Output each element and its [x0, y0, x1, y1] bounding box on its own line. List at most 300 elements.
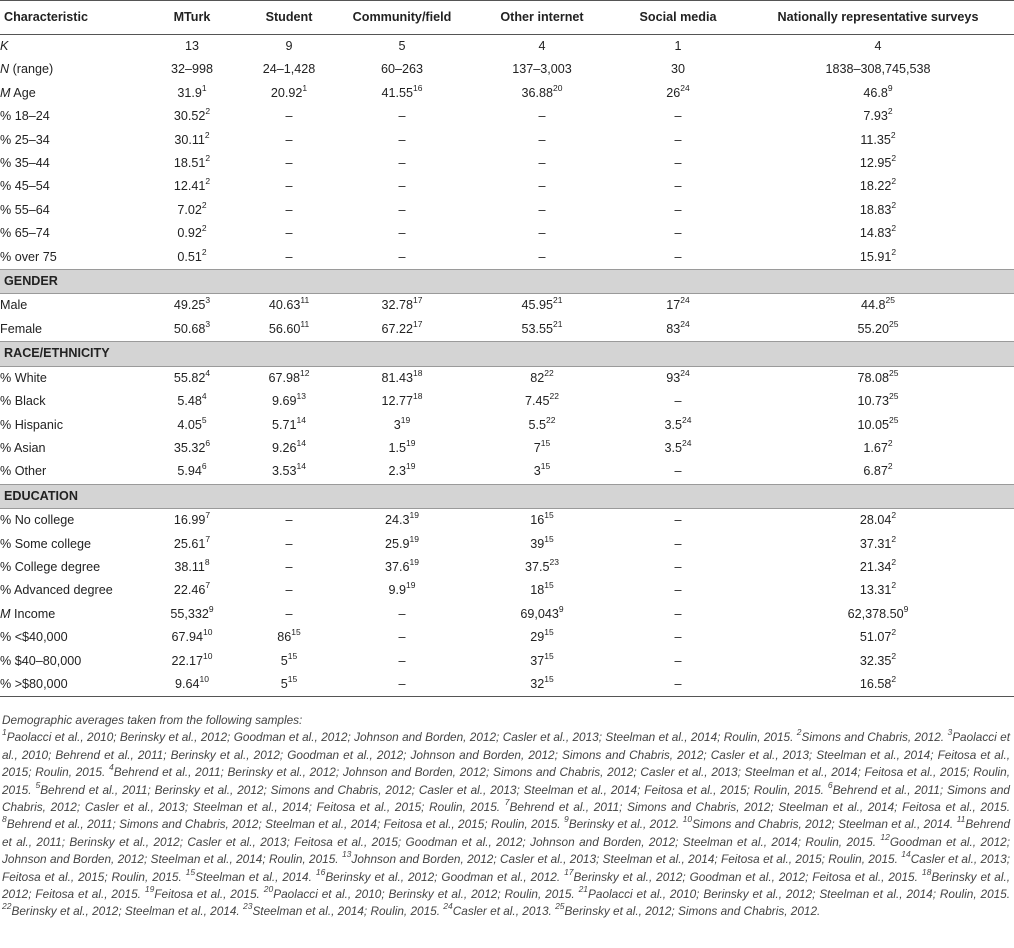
cell-value: 67.94 [171, 630, 204, 645]
table-cell [742, 294, 1014, 318]
cell-value: 36.88 [521, 85, 554, 100]
cell-value: 53.55 [521, 321, 554, 336]
cell-footnote-ref: 15 [544, 580, 554, 591]
cell-footnote-ref: 19 [409, 556, 419, 567]
row-label: % 18–24 [0, 109, 50, 124]
cell-footnote-ref: 2 [201, 223, 207, 234]
cell-value: 3 [533, 464, 541, 479]
footnotes-text [2, 729, 1010, 920]
cell-value: – [674, 559, 682, 574]
cell-value: – [674, 179, 682, 194]
cell-footnote-ref: 15 [544, 650, 554, 661]
table-cell [614, 35, 742, 59]
footnote-text: Berinsky et al., 2012; Feitosa et al., 2015. [2, 869, 1010, 902]
footnote-number: 20 [263, 884, 274, 895]
cell-value: – [285, 202, 293, 217]
table-cell [244, 509, 334, 533]
table-cell [140, 579, 244, 602]
table-cell [334, 603, 470, 626]
table-cell [244, 199, 334, 222]
table-cell [334, 414, 470, 437]
table-cell [614, 390, 742, 413]
cell-value: – [398, 156, 406, 171]
table-cell [470, 626, 614, 649]
table-cell [470, 129, 614, 152]
cell-value: 22.17 [171, 653, 204, 668]
cell-value: – [398, 179, 406, 194]
cell-value: 78.08 [857, 370, 890, 385]
footnote-text: Behrend et al., 2011; Simons and Chabris, 2012; Steelman et al., 2014; Feitosa et al., 2015. [509, 800, 1010, 815]
table-cell [614, 82, 742, 105]
table-cell [614, 460, 742, 484]
cell-value: – [674, 226, 682, 241]
table-cell [334, 437, 470, 460]
cell-value: – [538, 132, 546, 147]
section-header: EDUCATION [0, 484, 1014, 508]
footnote-number: 1 [2, 727, 7, 738]
table-cell [140, 509, 244, 533]
cell-value: 5.71 [272, 417, 297, 432]
cell-value: – [398, 606, 406, 621]
table-row [0, 58, 1014, 81]
cell-footnote-ref: 20 [553, 82, 563, 93]
cell-footnote-ref: 19 [406, 461, 416, 472]
table-cell [334, 579, 470, 602]
cell-value: 24–1,428 [262, 62, 316, 77]
cell-footnote-ref: 24 [680, 367, 690, 378]
footnote-text: Goodman et al., 2012; Johnson and Borden, 2012; Steelman et al., 2014; Roulin, 2015. [2, 834, 1010, 867]
table-cell [140, 603, 244, 626]
cell-value: 41.55 [381, 85, 414, 100]
footnote-number: 7 [504, 797, 510, 808]
cell-value: 6.87 [863, 464, 888, 479]
cell-value: 13 [184, 39, 199, 53]
cell-footnote-ref: 25 [889, 414, 899, 425]
table-cell [742, 650, 1014, 673]
cell-footnote-ref: 5 [201, 414, 207, 425]
table-cell [614, 129, 742, 152]
cell-value: 62,378.50 [847, 606, 904, 621]
row-label: % >$80,000 [0, 673, 140, 697]
footnote-text: Steelman et al., 2014. [195, 869, 312, 884]
table-cell [470, 414, 614, 437]
cell-footnote-ref: 2 [891, 199, 897, 210]
cell-value: – [674, 109, 682, 124]
footnote-text: Paolacci et al., 2010; Berinsky et al., 2012; Steelman et al., 2014; Roulin, 2015. [588, 887, 1011, 902]
cell-value: – [285, 226, 293, 241]
table-cell [334, 556, 470, 579]
row-label [0, 603, 140, 626]
cell-value: 40.63 [268, 298, 301, 313]
cell-value: 12.77 [381, 394, 414, 409]
cell-footnote-ref: 1 [201, 82, 207, 93]
table-cell [334, 673, 470, 697]
table-row [0, 199, 1014, 222]
column-header: Community/field [334, 1, 470, 35]
cell-value: 7.02 [177, 202, 202, 217]
table-row [0, 294, 1014, 318]
table-cell [334, 390, 470, 413]
cell-footnote-ref: 23 [549, 556, 559, 567]
row-label: % Other [0, 464, 47, 479]
table-cell [614, 650, 742, 673]
cell-value: 4 [538, 39, 546, 53]
table-row [0, 246, 1014, 270]
cell-value: 37.5 [525, 559, 550, 574]
table-row [0, 175, 1014, 198]
footnote-number: 13 [341, 849, 352, 860]
table-cell [140, 82, 244, 105]
table-cell [742, 509, 1014, 533]
cell-footnote-ref: 19 [409, 510, 419, 521]
cell-value: – [674, 394, 682, 409]
cell-footnote-ref: 11 [300, 318, 310, 329]
table-cell [334, 105, 470, 128]
footnote-number: 17 [564, 866, 574, 877]
cell-footnote-ref: 15 [287, 650, 298, 661]
cell-footnote-ref: 15 [544, 673, 554, 684]
cell-value: 12.41 [173, 179, 206, 194]
cell-value: – [285, 179, 293, 194]
footnote-text: Behrend et al., 2011; Berinsky et al., 2012; Simons and Chabris, 2012; Casler et al., 2013; Steelman et al., 2014; Feitosa et al., 2015; Roulin, 2015. [40, 782, 824, 797]
cell-footnote-ref: 2 [891, 153, 897, 164]
table-cell [742, 175, 1014, 198]
table-cell [742, 129, 1014, 152]
table-cell [742, 366, 1014, 390]
cell-footnote-ref: 10 [203, 650, 213, 661]
table-cell [470, 82, 614, 105]
table-cell [140, 246, 244, 270]
cell-footnote-ref: 2 [891, 533, 897, 544]
cell-footnote-ref: 25 [889, 367, 899, 378]
row-label [0, 58, 140, 81]
table-cell [614, 199, 742, 222]
table-cell [470, 58, 614, 81]
cell-value: 5.5 [528, 417, 547, 432]
cell-value: – [398, 653, 406, 668]
table-cell [334, 222, 470, 245]
footnote-text: Steelman et al., 2014; Roulin, 2015. [252, 904, 441, 919]
cell-footnote-ref: 24 [680, 295, 690, 306]
table-cell [470, 509, 614, 533]
table-cell [614, 246, 742, 270]
cell-value: 39 [530, 536, 545, 551]
cell-footnote-ref: 18 [413, 367, 423, 378]
cell-value: 1.67 [863, 440, 888, 455]
table-footnotes [2, 712, 1010, 921]
cell-value: 35.32 [173, 440, 206, 455]
table-row [0, 82, 1014, 105]
cell-value: 21.34 [859, 559, 892, 574]
footnote-number: 16 [315, 866, 326, 877]
footnote-number: 22 [2, 901, 12, 912]
cell-footnote-ref: 15 [544, 533, 554, 544]
cell-value: 0.92 [177, 226, 202, 241]
cell-value: 28.04 [859, 513, 892, 528]
table-row [0, 318, 1014, 342]
cell-footnote-ref: 2 [891, 673, 897, 684]
cell-value: 15.91 [859, 249, 892, 264]
cell-footnote-ref: 9 [558, 603, 564, 614]
cell-value: 11.35 [860, 132, 891, 147]
cell-value: 46.8 [863, 85, 888, 100]
table-body [0, 35, 1014, 697]
table-cell [470, 603, 614, 626]
cell-footnote-ref: 17 [413, 318, 423, 329]
cell-footnote-ref: 2 [201, 246, 207, 257]
cell-value: 5 [280, 653, 288, 668]
cell-value: 18.51 [173, 156, 206, 171]
table-cell [470, 246, 614, 270]
cell-footnote-ref: 24 [682, 414, 692, 425]
cell-value: 25.61 [173, 536, 206, 551]
cell-footnote-ref: 3 [205, 318, 211, 329]
cell-value: – [674, 630, 682, 645]
cell-value: 2.3 [388, 464, 407, 479]
table-cell [244, 222, 334, 245]
cell-footnote-ref: 22 [544, 367, 554, 378]
row-label: % Asian [0, 440, 46, 455]
cell-value: – [398, 676, 406, 691]
row-label: % over 75 [0, 249, 57, 264]
table-cell [140, 152, 244, 175]
cell-value: – [398, 226, 406, 241]
table-row [0, 556, 1014, 579]
row-label: % No college [0, 513, 75, 528]
table-cell [742, 199, 1014, 222]
cell-value: – [398, 630, 406, 645]
footnote-number: 11 [956, 814, 966, 825]
table-cell [742, 533, 1014, 556]
cell-value: 4.05 [177, 417, 202, 432]
cell-footnote-ref: 15 [287, 673, 298, 684]
cell-value: – [538, 249, 546, 264]
row-label: % <$40,000 [0, 630, 68, 645]
cell-footnote-ref: 25 [889, 391, 899, 402]
row-label: % 65–74 [0, 226, 50, 241]
cell-footnote-ref: 15 [291, 627, 301, 638]
cell-value: – [285, 513, 293, 528]
cell-value: – [398, 109, 406, 124]
cell-value: – [285, 156, 293, 171]
cell-value: 3.5 [664, 417, 683, 432]
table-cell [244, 35, 334, 59]
cell-footnote-ref: 2 [891, 176, 897, 187]
table-cell [614, 222, 742, 245]
row-label-symbol: M [0, 606, 11, 621]
row-label-text: K [0, 39, 9, 53]
cell-footnote-ref: 14 [296, 414, 306, 425]
cell-value: 5.94 [177, 464, 202, 479]
footnote-number: 8 [2, 814, 7, 825]
table-cell [742, 556, 1014, 579]
table-cell [614, 556, 742, 579]
cell-footnote-ref: 19 [409, 533, 419, 544]
table-cell [614, 673, 742, 697]
cell-footnote-ref: 19 [400, 414, 411, 425]
table-cell [244, 556, 334, 579]
table-row [0, 414, 1014, 437]
table-cell [742, 460, 1014, 484]
cell-value: 67.98 [268, 370, 301, 385]
table-cell [244, 82, 334, 105]
footnote-number: 2 [796, 727, 802, 738]
table-cell [140, 533, 244, 556]
cell-value: – [398, 132, 406, 147]
column-header: Nationally representative surveys [742, 1, 1014, 35]
table-cell [244, 105, 334, 128]
footnote-text: Berinsky et al., 2012; Steelman et al., 2014. [11, 904, 240, 919]
footnote-text: Paolacci et al., 2010; Berinsky et al., 2012; Roulin, 2015. [273, 887, 575, 902]
table-cell [140, 175, 244, 198]
cell-footnote-ref: 8 [204, 556, 210, 567]
footnote-number: 6 [827, 779, 833, 790]
cell-value: – [674, 249, 682, 264]
row-label: % Hispanic [0, 417, 63, 432]
row-label: % White [0, 370, 47, 385]
cell-value: 37.31 [859, 536, 892, 551]
cell-footnote-ref: 11 [300, 295, 310, 306]
cell-value: 32.35 [859, 653, 892, 668]
cell-value: 55.20 [857, 321, 890, 336]
cell-value: – [674, 653, 682, 668]
table-cell [334, 199, 470, 222]
cell-value: 18 [530, 583, 545, 598]
footnote-number: 14 [901, 849, 911, 860]
cell-footnote-ref: 2 [205, 106, 211, 117]
cell-footnote-ref: 1 [302, 82, 308, 93]
cell-value: 16 [530, 513, 545, 528]
cell-footnote-ref: 2 [891, 510, 897, 521]
table-cell [470, 390, 614, 413]
cell-value: 5.48 [177, 394, 202, 409]
column-header: Characteristic [0, 1, 140, 35]
cell-footnote-ref: 2 [887, 106, 893, 117]
table-cell [614, 603, 742, 626]
column-header: Other internet [470, 1, 614, 35]
table-cell [334, 82, 470, 105]
cell-value: 60–263 [380, 62, 424, 77]
cell-footnote-ref: 2 [205, 153, 211, 164]
cell-footnote-ref: 12 [300, 367, 310, 378]
cell-value: 26 [666, 85, 681, 100]
table-cell [742, 626, 1014, 649]
table-cell [614, 175, 742, 198]
cell-footnote-ref: 15 [544, 510, 554, 521]
table-row [0, 152, 1014, 175]
cell-value: 86 [277, 630, 292, 645]
cell-value: – [398, 202, 406, 217]
cell-value: 0.51 [177, 249, 202, 264]
cell-footnote-ref: 2 [891, 556, 897, 567]
cell-footnote-ref: 2 [887, 437, 893, 448]
cell-value: – [285, 583, 293, 598]
cell-value: 25.9 [385, 536, 410, 551]
table-cell [334, 35, 470, 59]
row-label-text: Income [10, 606, 56, 621]
footnote-text: Simons and Chabris, 2012. [801, 730, 945, 745]
table-row [0, 390, 1014, 413]
table-row [0, 603, 1014, 626]
table-cell [470, 556, 614, 579]
table-cell [140, 129, 244, 152]
table-cell [140, 58, 244, 81]
cell-value: 30.11 [174, 132, 205, 147]
table-cell [614, 58, 742, 81]
cell-value: 22.46 [173, 583, 206, 598]
footnote-text: Berinsky et al., 2012; Simons and Chabris, 2012. [564, 904, 821, 919]
cell-value: 7 [533, 440, 541, 455]
cell-value: 10.05 [857, 417, 890, 432]
cell-footnote-ref: 7 [205, 533, 211, 544]
cell-value: 32 [530, 676, 545, 691]
cell-footnote-ref: 25 [885, 295, 895, 306]
footnote-number: 10 [682, 814, 693, 825]
cell-value: 3 [393, 417, 401, 432]
footnote-number: 18 [921, 866, 932, 877]
cell-footnote-ref: 2 [891, 650, 897, 661]
table-cell [244, 533, 334, 556]
cell-value: 29 [530, 630, 545, 645]
row-label: % 25–34 [0, 132, 50, 147]
table-cell [140, 199, 244, 222]
table-cell [470, 222, 614, 245]
table-cell [742, 437, 1014, 460]
table-cell [334, 366, 470, 390]
cell-footnote-ref: 24 [680, 82, 690, 93]
cell-footnote-ref: 2 [890, 129, 896, 140]
cell-value: 37.6 [385, 559, 410, 574]
footnote-text: Johnson and Borden, 2012; Casler et al., 2013; Steelman et al., 2014; Feitosa et al., 2015; Roulin, 2015. [351, 852, 898, 867]
table-cell [742, 222, 1014, 245]
row-label: Female [0, 321, 42, 336]
footnote-text: Berinsky et al., 2012; Goodman et al., 2012; Feitosa et al., 2015. [573, 869, 918, 884]
cell-footnote-ref: 24 [682, 437, 692, 448]
cell-value: 38.11 [174, 559, 205, 574]
row-label-text: Age [10, 85, 36, 100]
table-cell [140, 414, 244, 437]
cell-value: – [538, 109, 546, 124]
table-cell [470, 105, 614, 128]
table-cell [140, 222, 244, 245]
cell-value: – [674, 536, 682, 551]
cell-value: – [285, 249, 293, 264]
table-cell [614, 579, 742, 602]
table-cell [742, 414, 1014, 437]
table-cell [140, 35, 244, 59]
cell-footnote-ref: 14 [296, 461, 306, 472]
cell-footnote-ref: 9 [887, 82, 893, 93]
cell-footnote-ref: 6 [201, 461, 207, 472]
table-cell [470, 294, 614, 318]
cell-footnote-ref: 6 [205, 437, 211, 448]
row-label-symbol: N [0, 62, 10, 77]
cell-value: 50.68 [173, 321, 206, 336]
table-header-row [0, 1, 1014, 35]
section-header: RACE/ETHNICITY [0, 342, 1014, 366]
table-cell [742, 603, 1014, 626]
cell-value: 51.07 [859, 630, 892, 645]
cell-value: – [398, 249, 406, 264]
cell-value: – [285, 109, 293, 124]
footnote-text: Berinsky et al., 2012; Goodman et al., 2012. [325, 869, 561, 884]
cell-footnote-ref: 7 [205, 580, 211, 591]
table-cell [244, 414, 334, 437]
row-label: % Some college [0, 536, 92, 551]
cell-footnote-ref: 2 [891, 580, 897, 591]
cell-value: 1.5 [388, 440, 407, 455]
table-cell [140, 650, 244, 673]
